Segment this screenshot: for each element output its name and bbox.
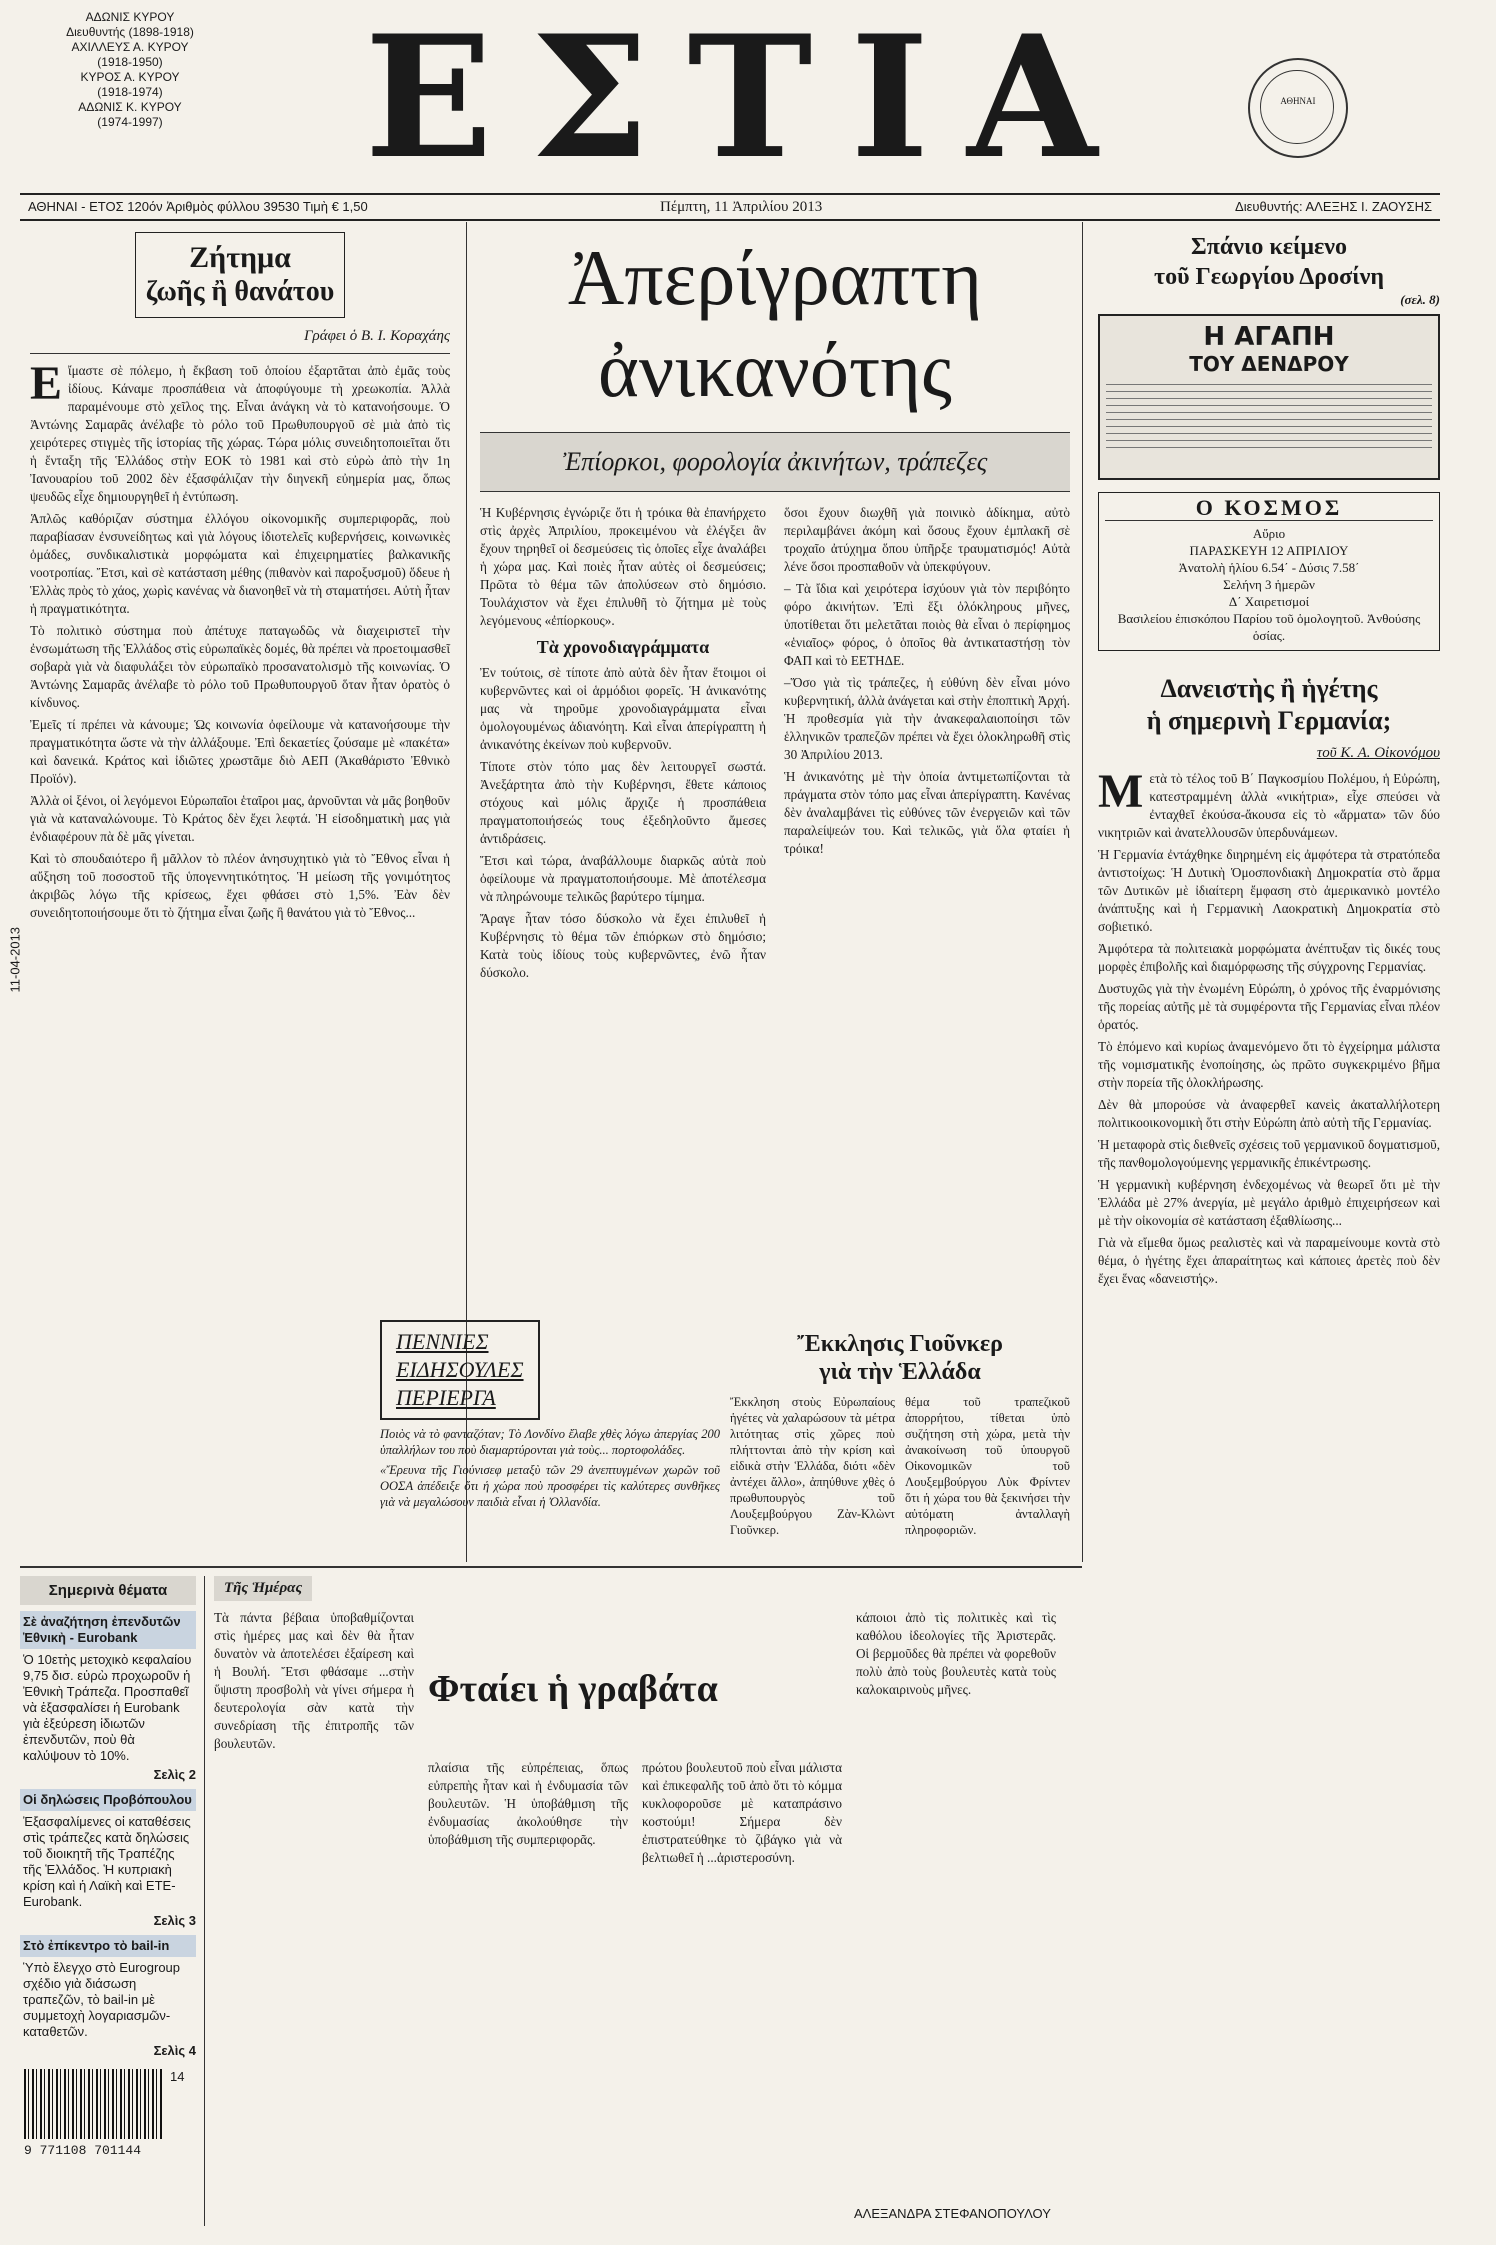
juncker-columns	[730, 1394, 1070, 1538]
paragraph: Ἄραγε ἦταν τόσο δύσκολο νὰ ἔχει ἐπιλυθεῖ ἡ Κυβέρνησις τὸ θέμα τῶν ἐπιόρκων στὸ δημόσιο; Κατὰ τοὺς ἰδίους τοὺς κυβερνῶντες, ἐνῶ ἦταν δύσκολο.	[480, 911, 766, 980]
tis-imeras-col: πρώτου βουλευτοῦ ποὺ εἶναι μάλιστα καὶ ἐπικεφαλῆς τοῦ ἀπὸ ὅτι τὸ κόμμα κυκλοφοροῦσε μὲ καταπράσινο κοστούμι! Σήμερα δὲν ἐπιστρατεύθηκε τὸ ζιβάγκο γιὰ νὰ βελτιωθεῖ ἡ ...ἀριστεροσύνη.	[642, 1760, 842, 1865]
tis-imeras-col: πλαίσια τῆς εὐπρέπειας, ὅπως εὐπρεπὴς ἦταν καὶ ἡ ἐνδυμασία τῶν βουλευτῶν. Ἡ ὑποβάθμιση τῆς ἐνδυμασίας ἀκολούθησε τὴν ὑποβάθμιση τῆς συμπεριφορᾶς.	[428, 1760, 628, 1847]
paragraph: Ἡ Κυβέρνησις ἐγνώριζε ὅτι ἡ τρόικα θὰ ἐπανήρχετο στὶς ἀρχὲς Ἀπριλίου, προκειμένου νὰ ἐλέγξει ἂν ἔχουν τηρηθεῖ οἱ δεσμεύσεις τὶς ὁποῖες εἶχε ἀναλάβει ἡ χώρα μας. Καὶ ποιὲς ἦταν αὐτὲς οἱ δεσμεύσεις; Πρῶτα τὸ θέμα τῶν ἀπολύσεων στὸ δημόσιο. Τουλάχιστον νὰ ἔχει ἐπιλυθῆ τὸ ζήτημα μὲ τοὺς λεγόμενους «ἐπίορκους».	[480, 505, 766, 628]
todays-topics-header: Σημερινὰ θέματα	[20, 1576, 196, 1605]
topic-item[interactable]	[20, 1935, 196, 2059]
paragraph: Γιὰ νὰ εἴμεθα ὅμως ρεαλιστὲς καὶ νὰ παραμείνουμε κοντὰ στὸ θέμα, ὁ ἡγέτης ἔχει ἀπαραίτητως καὶ κάποιες ἀρετὲς ποὺ δὲν ἔχει ἕνας «δανειστής».	[1098, 1235, 1440, 1286]
paragraph: Ἡ Γερμανία ἐντάχθηκε διηρημένη εἰς ἀμφότερα τὰ στρατόπεδα ἀντιστοίχως: Ἡ Δυτικὴ Ὁμοσπονδιακὴ Δημοκρατία στὸ ἅρμα τῶν Δυτικῶν μὲ ἰδιαίτερη ἔμφαση στὸ ἀμερικανικὸ μοντέλο ἀνάπτυξης καὶ ἡ Γερμανικὴ Λαοκρατικὴ Δημοκρατία στὸ σοβιετικό.	[1098, 847, 1440, 934]
left-article-title: ζωῆς ἢ θανάτου	[145, 276, 335, 307]
topic-text: Ὑπὸ ἔλεγχο στὸ Eurogroup σχέδιο γιὰ διάσωση τραπεζῶν, τὸ bail-in μὲ συμμετοχὴ λογαριασμῶν-καταθετῶν.	[23, 1960, 181, 2039]
kosmos-line: Δ΄ Χαιρετισμοί	[1228, 594, 1310, 609]
paragraph: ετὰ τὸ τέλος τοῦ Β΄ Παγκοσμίου Πολέμου, ἡ Εὐρώπη, κατεστραμμένη ἀλλὰ «νικήτρια», εἶχε σπεύσει νὰ ἐνταχθεῖ ἐκούσα-ἄκουσα εἰς τὸ «ἅρματα» τῶν δύο νικητριῶν καὶ ἀνατελλουσῶν ὑπερδυνάμεων.	[1098, 771, 1440, 840]
paragraph: Ἐμεῖς τί πρέπει νὰ κάνουμε; Ὡς κοινωνία ὀφείλουμε νὰ κατανοήσουμε τὴν πραγματικότητα ὥστε νὰ τὴν ἀλλάξουμε. Ἐπὶ δεκαετίες ζούσαμε μὲ «πακέτα» καὶ δανεικά. Κράτος καὶ ἰδιῶτες χρωστᾶμε διὸ ΑΕΠ (Ἀκαθάριστο Ἐθνικὸ Προϊόν).	[30, 717, 450, 786]
founder-role: (1974-1997)	[97, 115, 163, 129]
topic-item[interactable]	[20, 1789, 196, 1929]
paragraph: –Ὅσο γιὰ τὶς τράπεζες, ἡ εὐθύνη δὲν εἶναι μόνο κυβερνητική, ἀλλὰ ἀνάγεται καὶ στὴν ἐποπτικὴ Ἀρχή. Ἡ προθεσμία γιὰ τὴν ἀνακεφαλαιοποίησι τῶν ἑλληνικῶν τραπεζῶν πρέπει νὰ ἔχει ὁλοκληρωθῆ στὶς 30 Ἀπριλίου 2013.	[784, 675, 1070, 762]
founder-name: ΑΔΩΝΙΣ ΚΥΡΟΥ	[85, 10, 175, 24]
topic-title: Σὲ ἀναζήτηση ἐπενδυτῶν Ἐθνικὴ - Eurobank	[20, 1611, 196, 1649]
left-article-body	[30, 357, 450, 922]
founder-name: ΚΥΡΟΣ Α. ΚΥΡΟΥ	[80, 70, 180, 84]
paragraph: Ἀμφότερα τὰ πολιτειακὰ μορφώματα ἀνέπτυξαν τὶς δικές τους μορφὲς ἐπιβολῆς καὶ διαμόρφωσης τῆς σύγχρονης Γερμανίας.	[1098, 941, 1440, 974]
tis-imeras-col: Τὰ πάντα βέβαια ὑποβαθμίζονται στὶς ἡμέρες μας καὶ δὲν θὰ ἦταν δυνατὸν νὰ ἀποτελέσει ἐξαίρεση καὶ ἡ Βουλή. Ἔτσι φθάσαμε ...στὴν ὕψιστη προσβολὴ νὰ γίνει σήμερα ἡ δευτερολογία σὰν κατὰ τὴν συνεδρίαση τῆς ἐπιτροπῆς τῶν βουλευτῶν.	[214, 1610, 414, 1751]
masthead-title: ΕΣΤΙΑ	[364, 0, 1136, 196]
tis-imeras-columns	[214, 1609, 1074, 1867]
divider	[30, 353, 450, 354]
right-column	[1098, 232, 1440, 1292]
left-article	[30, 232, 450, 926]
kosmos-title: Ο ΚΟΣΜΟΣ	[1105, 499, 1433, 521]
tis-imeras-title: Φταίει ἡ γραβάτα	[428, 1668, 718, 1710]
paragraph: Ἁπλῶς καθόριζαν σύστημα ἐλλόγου οἰκονομικῆς συμπεριφορᾶς, ποὺ παραβίασαν ἐνσυνείδητως καὶ γιὰ λόγους ἰδιοτελεῖς κυβερνήσεις, κοινωνικὲς ὁμάδες, συνδικαλιστικὰ μορφώματα καὶ ἐπιχειρηματίες βαλκανικῆς νοοτροπίας. Ἔτσι, καὶ σὲ κατάσταση μέθης (πιθανὸν καὶ παροξυσμοῦ) ὅδευε ἡ Ἑλλὰς πρὸς τὸ χάος, χωρὶς κανένας νὰ διανοηθεῖ νὰ τὴ σταματήσει. Αὐτὴ ἦταν ἡ πραγματικότητα.	[30, 511, 450, 616]
pennies-title: ΕΙΔΗΣΟΥΛΕΣ	[396, 1357, 524, 1382]
topic-page: Σελὶς 4	[153, 2043, 196, 2058]
right-article-byline: τοῦ Κ. Α. Οἰκονόμου	[1316, 745, 1440, 761]
tis-imeras	[214, 1576, 1074, 2221]
kosmos-line: Σελήνη 3 ἡμερῶν	[1223, 577, 1315, 592]
juncker-article	[730, 1330, 1070, 1538]
pennies-item: «Ἔρευνα τῆς Γιούνισεφ μεταξὺ τῶν 29 ἀνεπτυγμένων χωρῶν τοῦ ΟΟΣΑ ἀπέδειξε ὅτι ἡ χώρα ποὺ προσφέρει τὶς καλύτερες συνθῆκες γιὰ νὰ μεγαλώσουν παιδιὰ εἶναι ἡ Ὀλλανδία.	[380, 1463, 720, 1509]
right-article-title: ἡ σημερινὴ Γερμανία;	[1146, 706, 1392, 735]
kosmos-box	[1098, 492, 1440, 651]
side-date: 11-04-2013	[7, 926, 23, 993]
center-col-2	[784, 504, 1070, 986]
paragraph: Ἀλλὰ οἱ ξένοι, οἱ λεγόμενοι Εὐρωπαῖοι ἑταῖροι μας, ἀρνοῦνται νὰ μᾶς βοηθοῦν γιὰ νὰ καταναλώνουμε. Τὸ Κράτος δὲν ἔχει λεφτά. Ἡ εἰσοδηματικὴ μας γιὰ ἐνδιαφέρουν πὰ δὲ μᾶς γίνεται.	[30, 793, 450, 844]
todays-topics	[20, 1576, 196, 2169]
topic-title: Στὸ ἐπίκεντρο τὸ bail-in	[20, 1935, 196, 1957]
paragraph: Καὶ τὸ σπουδαιότερο ἢ μᾶλλον τὸ πλέον ἀνησυχητικὸ γιὰ τὸ Ἔθνος εἶναι ἡ αὔξηση τοῦ ποσοστοῦ τῆς ὑπογεννητικότητος. Ἡ μείωση τῆς γονιμότητος ἀκριβῶς λόγω τῆς κρίσεως, ἔχει φθάσει στὸ 1,5%. Ἐὰν δὲν συνειδητοποιήσουμε ὅτι τὸ ζήτημα εἶναι ζωῆς ἢ θανάτου γιὰ τὸ Ἔθνος...	[30, 851, 450, 920]
founder-name: ΑΧΙΛΛΕΥΣ Α. ΚΥΡΟΥ	[71, 40, 189, 54]
dropcap: Μ	[1098, 765, 1144, 818]
paragraph: – Τὰ ἴδια καὶ χειρότερα ἰσχύουν γιὰ τὸν περιβόητο φόρο ἀκινήτων. Ἐπὶ ἕξι ὁλόκληρους μῆνες, ὑποτίθεται ὅτι μελετᾶται ποιὸς θὰ εἶναι ὁ περίφημος «ἑνιαῖος» φόρος, ὁ ὁποῖος θὰ ἀντικαταστήσῃ τὸν ΦΑΠ καὶ τὸ ΕΕΤΗΔΕ.	[784, 581, 1070, 668]
topic-text: Ἐξασφαλίμενες οἱ καταθέσεις στὶς τράπεζες κατὰ δηλώσεις τοῦ διοικητῆ τῆς Τραπέζης τῆς Ἑλλάδος. Ἡ κυπριακὴ κρίση καὶ ἡ Λαϊκὴ καὶ ΕΤΕ-Eurobank.	[23, 1814, 191, 1909]
paragraph: Ἔτσι καὶ τώρα, ἀναβάλλουμε διαρκῶς αὐτὰ ποὺ ὀφείλουμε νὰ πραγματοποιήσουμε. Μὲ ἀποτέλεσμα νὰ πληρώνουμε τελικῶς βαρύτερο τίμημα.	[480, 853, 766, 904]
pennies-title: ΠΕΡΙΕΡΓΑ	[396, 1385, 496, 1410]
issue-info: ΑΘΗΝΑΙ - ΕΤΟΣ 120όν Ἀριθμὸς φύλλου 39530 Τιμὴ € 1,50	[28, 199, 368, 214]
seal-logo	[1248, 58, 1348, 158]
founder-role: (1918-1974)	[97, 85, 163, 99]
center-article	[480, 232, 1070, 986]
paragraph: Ἡ μεταφορὰ στὶς διεθνεῖς σχέσεις τοῦ γερμανικοῦ δογματισμοῦ, τῆς πανθομολογούμενης γερμανικῆς ἐπικέντρωσης.	[1098, 1137, 1440, 1170]
founder-role: (1918-1950)	[97, 55, 163, 69]
founder-name: ΑΔΩΝΙΣ Κ. ΚΥΡΟΥ	[78, 100, 182, 114]
center-col-1	[480, 504, 766, 986]
center-headline: ἀνικανότης	[598, 326, 952, 413]
founders-list	[20, 10, 240, 130]
topic-title: Οἱ δηλώσεις Προβόπουλου	[20, 1789, 196, 1811]
left-article-byline: Γράφει ὁ Β. Ι. Κοραχάης	[304, 328, 450, 344]
column-divider	[1082, 222, 1083, 1562]
juncker-title: Ἔκκλησις Γιοῦνκερ	[797, 1331, 1003, 1357]
kosmos-line: Αὔριο	[1252, 526, 1286, 541]
dropcap: Ε	[30, 357, 63, 410]
topic-page: Σελὶς 2	[153, 1767, 196, 1782]
rare-text-title: Σπάνιο κείμενο	[1191, 234, 1347, 260]
pennies-section	[380, 1320, 720, 1560]
center-subtitle: Ἐπίορκοι, φορολογία ἀκινήτων, τράπεζες	[480, 432, 1070, 492]
seal-inner-ring	[1260, 70, 1334, 144]
center-headline: Ἀπερίγραπτη	[567, 234, 983, 321]
divider	[20, 1566, 1082, 1568]
paragraph: Τὸ ἐπόμενο καὶ κυρίως ἀναμενόμενο ὅτι τὸ ἐγχείρημα μάλιστα τῆς νομισματικῆς ἑνοποίησης, ὡς πρῶτο συγκεκριμένο βῆμα στὴν πορεία τῆς ὁλοκλήρωσης.	[1098, 1039, 1440, 1090]
clipping-subtitle: ΤΟΥ ΔΕΝΔΡΟΥ	[1189, 352, 1349, 376]
tis-imeras-header: Τῆς Ἡμέρας	[214, 1576, 312, 1601]
seal-text: ΑΘΗΝΑΙ	[1280, 96, 1316, 106]
barcode	[24, 2069, 164, 2139]
kosmos-line: ΠΑΡΑΣΚΕΥΗ 12 ΑΠΡΙΛΙΟΥ	[1189, 543, 1349, 558]
rare-text-title: τοῦ Γεωργίου Δροσίνη	[1154, 264, 1384, 290]
paragraph: Ἐν τούτοις, σὲ τίποτε ἀπὸ αὐτὰ δὲν ἦταν ἕτοιμοι οἱ κυβερνῶντες καὶ οἱ ἁρμόδιοι φορεῖς. Ἡ ἀνικανότης μας νὰ τηροῦμε χρονοδιαγράμματα εἶναι ὁμολογουμένως ἀδιανόητη. Καὶ εἶναι ἀπερίγραπτη ἡ ἀνικανότης ἐκείνων ποὺ κυβερνοῦν.	[480, 665, 766, 752]
clipping-text-lines	[1106, 382, 1432, 448]
paragraph: Δυστυχῶς γιὰ τὴν ἑνωμένη Εὐρώπη, ὁ χρόνος τῆς ἐναρμόνισης τῆς πορείας αὐτῆς μὲ τὰ συμφέροντα τῆς Γερμανίας εἶναι πλέον ὁρατός.	[1098, 981, 1440, 1032]
barcode-area	[20, 2069, 196, 2169]
tis-imeras-author: ΑΛΕΞΑΝΔΡΑ ΣΤΕΦΑΝΟΠΟΥΛΟΥ	[854, 2206, 1051, 2221]
issue-date: Πέμπτη, 11 Ἀπριλίου 2013	[660, 199, 823, 215]
editor-info: Διευθυντής: ΑΛΕΞΗΣ Ι. ΖΑΟΥΣΗΣ	[1235, 199, 1432, 214]
kosmos-line: Βασιλείου ἐπισκόπου Παρίου τοῦ ὁμολογητοῦ. Ἀνθούσης ὁσίας.	[1117, 611, 1421, 643]
pennies-title: ΠΕΝΝΙΕΣ	[396, 1329, 489, 1354]
paragraph: ὅσοι ἔχουν διωχθῆ γιὰ ποινικὸ ἀδίκημα, αὐτὸ περιλαμβάνει ἀκόμη καὶ ὅσους ἔχουν ἐμπλακῆ σὲ τροχαῖο ἀτύχημα ὅπου ὑπῆρξε τραυματισμός! Αὐτὰ λένε ὅσοι προσπαθοῦν νὰ ὑπεκφύγουν.	[784, 505, 1070, 574]
topic-item[interactable]	[20, 1611, 196, 1783]
info-bar	[20, 193, 1440, 221]
juncker-col: Ἔκκληση στοὺς Εὐρωπαίους ἡγέτες νὰ χαλαρώσουν τὰ μέτρα λιτότητας στὶς χῶρες ποὺ πλήττονται ἀπὸ τὴν κρίση καὶ εἰδικὰ στὴν Ἑλλάδα, διότι «δὲν ἀντέχει ἄλλο», ἀπηύθυνε χθὲς ὁ πρωθυπουργὸς τοῦ Λουξεμβούργου Ζὰν-Κλὼντ Γιοῦνκερ.	[730, 1395, 895, 1537]
right-article-title: Δανειστὴς ἢ ἡγέτης	[1160, 674, 1378, 703]
center-columns	[480, 504, 1070, 986]
juncker-col: θέμα τοῦ τραπεζικοῦ ἀπορρήτου, τίθεται ὑπὸ συζήτηση στὴ χώρα, μετὰ τὴν ἀνακοίνωση τοῦ ὑπουργοῦ Οἰκονομικῶν τοῦ Λουξεμβούργου Λὺκ Φρίντεν ὅτι ἡ χώρα του θὰ ξεκινήσει τὴν αὐτόματη ἀνταλλαγὴ πληροφοριῶν.	[905, 1395, 1070, 1537]
topic-page: Σελὶς 3	[153, 1913, 196, 1928]
juncker-title: γιὰ τὴν Ἑλλάδα	[819, 1359, 981, 1385]
pennies-body	[380, 1426, 720, 1510]
paragraph: Τὸ πολιτικὸ σύστημα ποὺ ἀπέτυχε παταγωδῶς νὰ διαχειριστεῖ τὴν ἐνσωμάτωση τῆς Ἑλλάδος στὶς εὐρωπαϊκὲς δομές, θὰ πρέπει νὰ προετοιμασθεῖ σοβαρὰ γιὰ νὰ διαφυλάξει τὸν εὐρωπαϊκὸ προσανατολισμὸ τῆς κοινωνίας. Ὁ Ἀντώνης Σαμαρᾶς ἀνέλαβε τὸ ρόλο τοῦ Πρωθυπουργοῦ ὅταν ἦταν ὀρατὸς ὁ κίνδυνος.	[30, 623, 450, 710]
kosmos-line: Ἀνατολὴ ἡλίου 6.54΄ - Δύσις 7.58΄	[1178, 560, 1360, 575]
left-article-title: Ζήτημα	[189, 241, 291, 274]
paragraph: Δὲν θὰ μπορούσε νὰ ἀναφερθεῖ κανεὶς ἀκαταλλήλοτερη πολιτικοοικονομικὴ ὅτι στὴν Εὐρώπη ἀπὸ αὐτὴ τῆς Γερμανίας.	[1098, 1097, 1440, 1130]
issue-number: 14	[170, 2069, 185, 2084]
page-ref: (σελ. 8)	[1400, 292, 1440, 307]
tis-imeras-col: κάποιοι ἀπὸ τὶς πολιτικὲς καὶ τὶς καθόλου ἰδεολογίες τῆς Ἀριστερᾶς. Οἱ βερμοῦδες θὰ πρέπει νὰ φορεθοῦν πολὺ ἀπὸ τοὺς βουλευτὲς κατὰ τοὺς καλοκαιρινοὺς μῆνες.	[856, 1610, 1056, 1697]
barcode-digits: 9 771108 701144	[24, 2143, 142, 2158]
paragraph: ἴμαστε σὲ πόλεμο, ἡ ἔκβαση τοῦ ὁποίου ἐξαρτᾶται ἀπὸ ἐμᾶς τοὺς ἰδίους. Κάναμε προσπάθεια νὰ ἀποφύγουμε τὴ χρεωκοπία. Ἀλλὰ παραμένουμε στὸ χεῖλος της. Εἶναι ἀνάγκη νὰ τὸ κατανοήσουμε. Ὁ Ἀντώνης Σαμαρᾶς ἀνέλαβε τὸ ρόλο τοῦ Πρωθυπουργοῦ σὲ μιὰ ἀπὸ τὶς χειρότερες στιγμὲς τῆς ἱστορίας τῆς χώρας. Τώρα μόλις συνειδητοποιεῖται ὅτι ἡ ἔνταξη τῆς Ἑλλάδος στὴν ΕΟΚ τὸ 1981 καὶ στὸ εὐρὼ ἀπὸ τὴν 1η Ἰανουαρίου τοῦ 2002 δὲν ἐξασφάλιζαν τὴν διηνεκῆ εὐημερία μας, ὅπως ψευδῶς εἶχε δημιουργηθεῖ ἡ ἐντύπωση.	[30, 363, 450, 504]
pennies-title-box	[380, 1320, 540, 1420]
clipping-title: Η ΑΓΑΠΗ	[1203, 322, 1335, 352]
paragraph: Τίποτε στὸν τόπο μας δὲν λειτουργεῖ σωστά. Ἀνεξάρτητα ἀπὸ τὴν Κυβέρνησι, ἔθετε κάποιος στόχους καὶ μόλις ἄρχιζε ἡ προσπάθεια πραγματοποιήσεώς τους ἐξεδηλοῦντο ἄμεσες ἀντιδράσεις.	[480, 759, 766, 846]
left-article-title-box	[135, 232, 345, 318]
paragraph: Ἡ γερμανικὴ κυβέρνηση ἐνδεχομένως νὰ θεωρεῖ ὅτι μὲ τὴν Ἑλλάδα μὲ 27% ἀνεργία, μὲ μεγάλο ἀριθμὸ ἐπιχειρήσεων καὶ μὲ τὴν οἰκονομία σὲ κατάσταση ἐξαθλίωσης...	[1098, 1177, 1440, 1228]
topic-text: Ὁ 10ετὴς μετοχικὸ κεφαλαίου 9,75 δισ. εὐρὼ προχωροῦν ἡ Ἐθνικὴ Τράπεζα. Προσπαθεῖ νὰ ἐξασφαλίσει ἡ Eurobank γιὰ ἐξεύρεση ἰδιωτῶν ἐπενδυτῶν, ποὺ θὰ καλύψουν τὸ 10%.	[23, 1652, 192, 1763]
clipping-box	[1098, 314, 1440, 480]
paragraph: Ἡ ἀνικανότης μὲ τὴν ὁποία ἀντιμετωπίζονται τὰ πράγματα στὸν τόπο μας εἶναι ἀπερίγραπτη. Κανένας δὲν ἀναλαμβάνει τὶς εὐθύνες τῶν ἐνεργειῶν καὶ τῶν παραλείψεών του. Καὶ τελικῶς, γιὰ ὅλα φταίει ἡ τρόικα!	[784, 769, 1070, 856]
right-article-body	[1098, 765, 1440, 1288]
pennies-item: Ποιὸς νὰ τὸ φανταζόταν; Τὸ Λονδίνο ἔλαβε χθὲς λόγω ἀπεργίας 200 ὑπαλλήλων του ποὺ διαμαρτύρονται γιὰ τοὺς... πορτοφολάδες.	[380, 1427, 720, 1457]
founder-role: Διευθυντής (1898-1918)	[66, 25, 194, 39]
section-heading: Τὰ χρονοδιαγράμματα	[536, 637, 710, 657]
column-divider	[204, 1576, 205, 2226]
